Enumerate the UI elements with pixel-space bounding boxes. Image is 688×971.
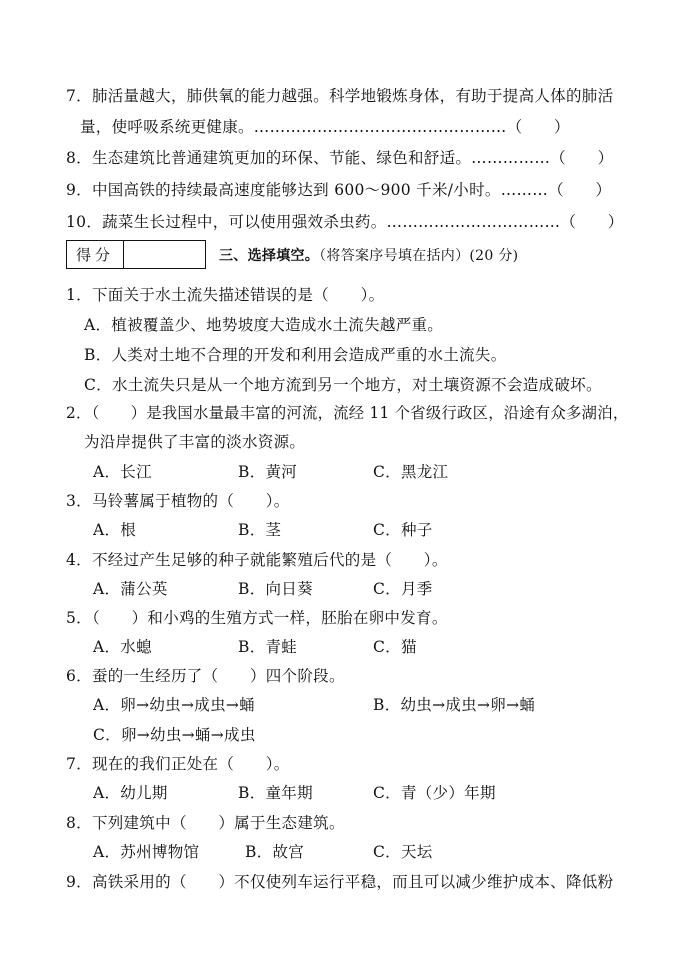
q4-stem: 4．不经过产生足够的种子就能繁殖后代的是（ ）。 (66, 551, 448, 569)
q3-option-a: A．根 (93, 521, 137, 539)
q2-option-b: B．黄河 (238, 463, 298, 481)
section-3-note: （将答案序号填在括内）(20 分) (319, 248, 519, 264)
q1-option-c: C．水土流失只是从一个地方流到另一个地方，对土壤资源不会造成破坏。 (84, 376, 602, 394)
score-blank[interactable] (124, 241, 205, 268)
q4-option-a: A．蒲公英 (93, 580, 168, 598)
q3-option-b: B．茎 (238, 521, 282, 539)
q6-stem: 6．蚕的一生经历了（ ）四个阶段。 (66, 667, 345, 685)
q2-stem: 2．（ ）是我国水量最丰富的河流，流经 11 个省级行政区，沿途有众多湖泊， (66, 404, 629, 422)
q1-option-a: A．植被覆盖少、地势坡度大造成水土流失越严重。 (84, 316, 444, 334)
q8-option-b: B．故宫 (245, 843, 305, 861)
score-box (66, 240, 206, 269)
judge-7-line1: 7．肺活量越大，肺供氧的能力越强。科学地锻炼身体，有助于提高人体的肺活 (66, 87, 614, 105)
q8-option-a: A．苏州博物馆 (93, 843, 200, 861)
q3-stem: 3．马铃薯属于植物的（ ）。 (66, 492, 290, 510)
q2-stem-line2: 为沿岸提供了丰富的淡水资源。 (84, 433, 306, 451)
judge-9: 9．中国高铁的持续最高速度能够达到 600～900 千米/小时。………（ ） (66, 181, 612, 199)
q5-stem: 5．（ ）和小鸡的生殖方式一样，胚胎在卵中发育。 (66, 609, 448, 627)
judge-8: 8．生态建筑比普通建筑更加的环保、节能、绿色和舒适。……………（ ） (66, 149, 614, 167)
q6-option-a: A．卵→幼虫→成虫→蛹 (93, 696, 255, 714)
q5-option-a: A．水螅 (93, 638, 152, 656)
judge-7-line2: 量，使呼吸系统更健康。…………………………………………（ ） (80, 118, 570, 136)
q8-option-c: C．天坛 (373, 843, 433, 861)
q1-option-b: B．人类对土地不合理的开发和利用会造成严重的水土流失。 (84, 346, 507, 364)
q1-stem: 1．下面关于水土流失描述错误的是（ ）。 (66, 286, 385, 304)
q5-option-c: C．猫 (373, 638, 417, 656)
q9-stem: 9．高铁采用的（ ）不仅使列车运行平稳，而且可以减少维护成本、降低粉 (66, 873, 614, 891)
judge-10: 10．蔬菜生长过程中，可以使用强效杀虫药。……………………………（ ） (66, 213, 624, 231)
q4-option-c: C．月季 (373, 580, 433, 598)
section-3-title: 三、选择填空。 (219, 248, 320, 264)
q5-option-b: B．青蛙 (238, 638, 298, 656)
q3-option-c: C．种子 (373, 521, 433, 539)
score-label: 得分 (67, 241, 124, 268)
q4-option-b: B．向日葵 (238, 580, 313, 598)
q6-option-b: B．幼虫→成虫→卵→蛹 (373, 696, 536, 714)
q7-option-b: B．童年期 (238, 784, 313, 802)
q6-option-c: C．卵→幼虫→蛹→成虫 (93, 726, 256, 744)
q7-option-a: A．幼儿期 (93, 784, 168, 802)
section-3-heading (219, 246, 518, 266)
q7-stem: 7．现在的我们正处在（ ）。 (66, 755, 290, 773)
q2-option-c: C．黑龙江 (373, 463, 449, 481)
q7-option-c: C．青（少）年期 (373, 784, 496, 802)
q8-stem: 8．下列建筑中（ ）属于生态建筑。 (66, 814, 345, 832)
q2-option-a: A．长江 (93, 463, 152, 481)
